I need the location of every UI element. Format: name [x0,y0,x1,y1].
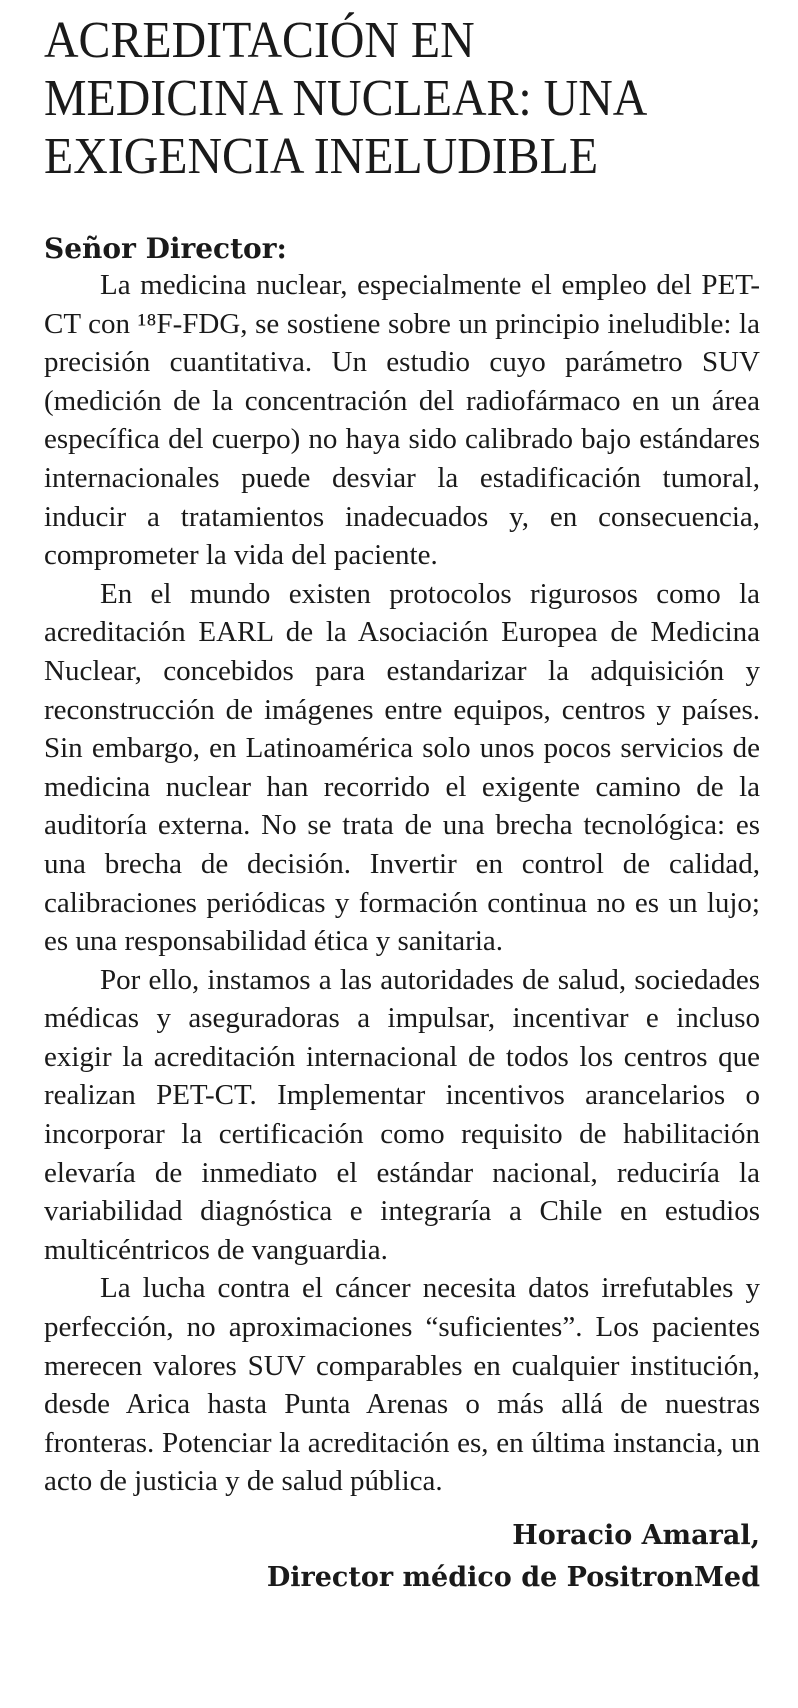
signature-name: Horacio Amaral, [512,1520,760,1551]
paragraph-1: La medicina nuclear, especialmente el empleo del PET-CT con ¹⁸F-FDG, se sostiene sobre un principio ineludible: la precisión cuantitativa. Un estudio cuyo parámetro SUV (medición de la concentración del radiofármaco en un área específica del cuerpo) no haya sido calibrado bajo estándares internacionales puede desviar la estadificación tumoral, inducir a tratamientos inadecuados y, en consecuencia, comprometer la vida del paciente. [44,269,760,572]
letter-article [44,12,760,1599]
signature-block [44,1515,760,1599]
signature-role: Director médico de PositronMed [266,1562,760,1593]
salutation: Señor Director: [44,232,287,265]
title-line-3: EXIGENCIA INELUDIBLE [44,128,599,185]
paragraph-3: Por ello, instamos a las autoridades de salud, sociedades médicas y aseguradoras a impulsar, incentivar e incluso exigir la acreditación internacional de todos los centros que realizan PET-CT. Implementar incentivos arancelarios o incorporar la certificación como requisito de habilitación elevaría de inmediato el estándar nacional, reduciría la variabilidad diagnóstica e integraría a Chile en estudios multicéntricos de vanguardia. [44,963,760,1266]
paragraph-4: La lucha contra el cáncer necesita datos irrefutables y perfección, no aproximaciones “suficientes”. Los pacientes merecen valores SUV comparables en cualquier institución, desde Arica hasta Punta Arenas o más allá de nuestras fronteras. Potenciar la acreditación es, en última instancia, un acto de justicia y de salud pública. [44,1272,760,1498]
paragraph-2: En el mundo existen protocolos rigurosos como la acreditación EARL de la Asociación Europea de Medicina Nuclear, concebidos para estandarizar la adquisición y reconstrucción de imágenes entre equipos, centros y países. Sin embargo, en Latinoamérica solo unos pocos servicios de medicina nuclear han recorrido el exigente camino de la auditoría externa. No se trata de una brecha tecnológica: es una brecha de decisión. Invertir en control de calidad, calibraciones periódicas y formación continua no es un lujo; es una responsabilidad ética y sanitaria. [44,577,760,958]
title-line-2: MEDICINA NUCLEAR: UNA [44,70,648,127]
title-line-1: ACREDITACIÓN EN [44,12,475,69]
article-title [44,12,762,186]
letter-body [44,266,760,1501]
